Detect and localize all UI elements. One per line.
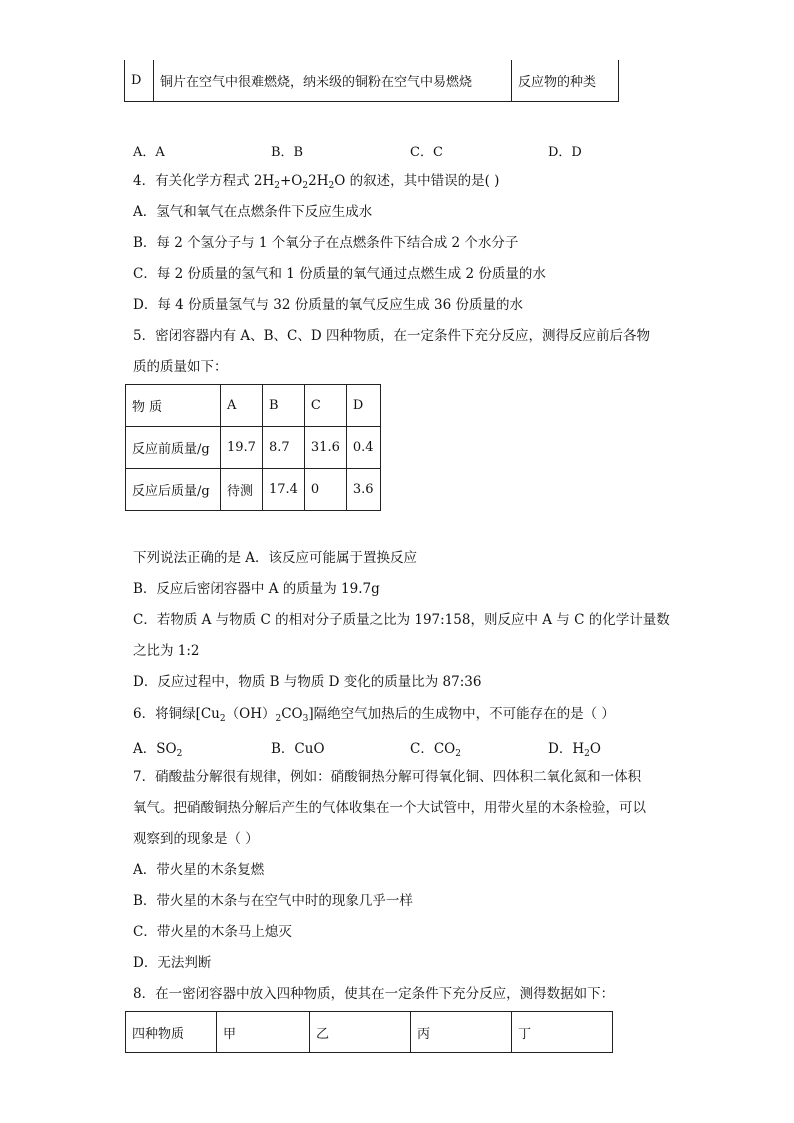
q5-table-cell: 物 质 xyxy=(126,385,221,427)
q5-stem-line2: 质的质量如下： xyxy=(133,359,228,375)
q5-table-cell: D xyxy=(346,385,380,427)
q5-option-c-cont: 之比为 1:2 xyxy=(133,643,200,659)
q5-option-b[interactable]: B．反应后密闭容器中 A 的质量为 19.7g xyxy=(133,581,380,597)
q5-option-c[interactable]: C．若物质 A 与物质 C 的相对分子质量之比为 197:158，则反应中 A 与 C 的化学计量数 xyxy=(133,612,670,628)
q5-option-d[interactable]: D．反应过程中，物质 B 与物质 D 变化的质量比为 87:36 xyxy=(133,674,482,690)
q7-option-c[interactable]: C．带火星的木条马上熄灭 xyxy=(133,924,292,940)
q3-option-c[interactable]: C．C xyxy=(410,145,443,160)
top-table-phenomenon: 铜片在空气中很难燃烧，纳米级的铜粉在空气中易燃烧 xyxy=(154,60,512,101)
q5-table-cell: 3.6 xyxy=(346,469,380,511)
q5-table-cell: A xyxy=(221,385,263,427)
q3-option-a[interactable]: A．A xyxy=(133,145,165,160)
q5-table-cell: B xyxy=(262,385,304,427)
q5-table-cell: 0.4 xyxy=(346,427,380,469)
q5-table-cell: 19.7 xyxy=(221,427,263,469)
q5-table-cell: 31.6 xyxy=(304,427,346,469)
q7-option-d[interactable]: D．无法判断 xyxy=(133,955,212,971)
q6-stem: 6．将铜绿$[Cu_2(OH)_2CO_3]$隔绝空气加热后的生成物中，不可能存在的是（ ） xyxy=(133,706,615,724)
q5-table-row xyxy=(126,469,381,511)
q6-option-d[interactable]: D．$H_2O$ xyxy=(548,741,601,759)
q5-table-cell: 反应前质量/g xyxy=(126,427,221,469)
q5-after-table: 下列说法正确的是 A．该反应可能属于置换反应 xyxy=(133,550,418,566)
q8-table-cell: 丁 xyxy=(512,1012,613,1053)
q8-table-cell: 四种物质 xyxy=(126,1012,217,1053)
q5-stem-line1: 5．密闭容器内有 A、B、C、D 四种物质，在一定条件下充分反应，测得反应前后各物 xyxy=(133,328,650,344)
q8-table xyxy=(125,1011,613,1053)
q4-option-a[interactable]: A．氢气和氧气在点燃条件下反应生成水 xyxy=(133,204,373,220)
q8-stem: 8．在一密闭容器中放入四种物质，使其在一定条件下充分反应，测得数据如下： xyxy=(133,986,615,1002)
q4-option-d[interactable]: D．每 4 份质量氢气与 32 份质量的氧气反应生成 36 份质量的水 xyxy=(133,297,524,313)
q3-option-b[interactable]: B．B xyxy=(271,145,304,160)
q8-table-header-row xyxy=(126,1012,613,1053)
q7-stem-line2: 氧气。把硝酸铜热分解后产生的气体收集在一个大试管中，用带火星的木条检验，可以 xyxy=(133,800,646,816)
q5-table-header-row xyxy=(126,385,381,427)
q8-table-cell: 乙 xyxy=(310,1012,411,1053)
q4-option-c[interactable]: C．每 2 份质量的氢气和 1 份质量的氧气通过点燃生成 2 份质量的水 xyxy=(133,266,546,282)
q6-option-c[interactable]: C．$CO_2$ xyxy=(410,741,461,759)
q8-table-cell: 丙 xyxy=(411,1012,512,1053)
q5-table-cell: C xyxy=(304,385,346,427)
q5-table-cell: 0 xyxy=(304,469,346,511)
q5-table-row xyxy=(126,427,381,469)
q5-table-cell: 8.7 xyxy=(262,427,304,469)
q5-table-cell: 待测 xyxy=(221,469,263,511)
q6-option-a[interactable]: A．$SO_2$ xyxy=(133,741,183,759)
q7-option-a[interactable]: A．带火星的木条复燃 xyxy=(133,862,265,878)
q7-stem-line1: 7．硝酸盐分解很有规律，例如：硝酸铜热分解可得氧化铜、四体积二氧化氮和一体积 xyxy=(133,769,642,785)
top-table-letter: D xyxy=(125,60,154,101)
q4-option-b[interactable]: B．每 2 个氢分子与 1 个氧分子在点燃条件下结合成 2 个水分子 xyxy=(133,235,519,251)
q4-stem: 4．有关化学方程式 $2H_2+O_22H_2O$ 的叙述，其中错误的是( ) xyxy=(133,173,500,191)
q6-option-b[interactable]: B．CuO xyxy=(271,741,325,757)
q5-table-cell: 17.4 xyxy=(262,469,304,511)
q5-table xyxy=(125,384,381,511)
q8-table-cell: 甲 xyxy=(217,1012,310,1053)
q3-option-d[interactable]: D．D xyxy=(548,145,582,160)
q7-stem-line3: 观察到的现象是（ ） xyxy=(133,831,259,847)
top-table-factor: 反应物的种类 xyxy=(512,60,619,101)
top-table xyxy=(124,60,619,102)
q5-table-cell: 反应后质量/g xyxy=(126,469,221,511)
q7-option-b[interactable]: B．带火星的木条与在空气中时的现象几乎一样 xyxy=(133,893,413,909)
